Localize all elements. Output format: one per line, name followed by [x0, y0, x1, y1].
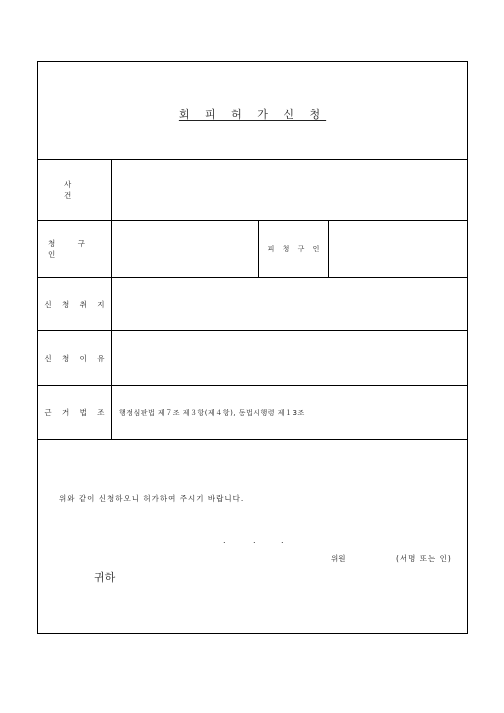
date-month-dot: . [253, 536, 256, 545]
request-statement: 위와 같이 신청하오니 허가하여 주시기 바랍니다. [59, 494, 245, 503]
purpose-value[interactable] [113, 278, 467, 330]
row-legal-basis [38, 386, 467, 440]
signature-note: (서명 또는 인) [396, 554, 452, 563]
application-form [37, 61, 468, 634]
case-label: 사 건 [38, 159, 112, 220]
legal-basis-label: 근 거 법 조 [38, 386, 112, 439]
reason-label: 신 청 이 유 [38, 331, 112, 385]
title-section [38, 62, 467, 160]
claimant-value[interactable] [113, 221, 259, 277]
row-purpose [38, 278, 467, 331]
row-reason [38, 331, 467, 386]
addressee: 귀하 [94, 571, 116, 584]
case-value[interactable] [113, 159, 467, 220]
opponent-label: 피 청 구 인 [259, 221, 329, 277]
claimant-label: 청 구 인 [38, 221, 112, 277]
legal-basis-value: 행정심판법 제７조 제３항(제４항), 동법시행령 제１3조 [119, 408, 305, 417]
form-title: 회 피 허 가 신 청 [178, 108, 327, 121]
reason-value[interactable] [113, 331, 467, 385]
opponent-value[interactable] [330, 221, 467, 277]
purpose-label: 신 청 취 지 [38, 278, 112, 330]
row-case [38, 159, 467, 221]
applicant-label: 위원 [331, 554, 346, 563]
date-day-dot: . [281, 536, 284, 545]
date-year-dot: . [223, 536, 226, 545]
row-claimant [38, 221, 467, 278]
